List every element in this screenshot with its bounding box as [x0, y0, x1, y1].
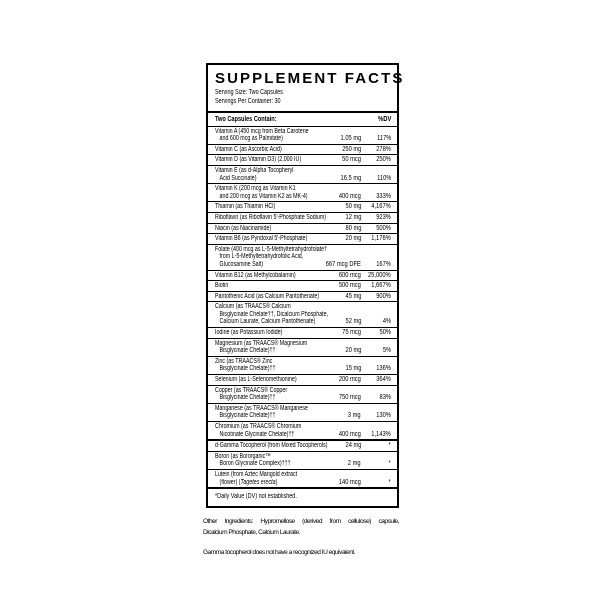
dv-value: 83%	[379, 394, 391, 402]
panel-title: SUPPLEMENT FACTS	[215, 70, 405, 87]
name-line: Manganese (as TRAACS® Manganese	[215, 404, 308, 412]
amount-value: 400 mcg	[338, 430, 361, 438]
name-line: Bisglycinate Chelate)††	[219, 412, 276, 420]
row-calcium	[208, 302, 397, 328]
name-line: Glucosamine Salt)	[219, 260, 264, 268]
name-line: Nicotinate Glycinate Chelate)††	[219, 430, 295, 438]
row-folate	[208, 245, 397, 271]
lutein-line2-prefix: (flower) (	[219, 478, 241, 486]
amount-value: 20 mg	[345, 347, 361, 355]
amount-value: 3 mg	[348, 412, 361, 420]
row-iodine	[208, 328, 397, 339]
serving-size-text: Serving Size: Two Capsules	[215, 89, 283, 96]
name-line: Folate (400 mcg as L-5-Methyltetrahydrofolate†	[215, 245, 328, 253]
row-chromium	[208, 422, 397, 441]
below-panel-text	[203, 516, 399, 557]
row-magnesium	[208, 339, 397, 357]
amount-value: 24 mg	[345, 442, 361, 450]
other-ingredients-line-2: Dicalcium Phosphate, Calcium Laurate.	[203, 529, 300, 537]
name-line: Copper (as TRAACS® Copper	[215, 386, 288, 394]
dv-value: 117%	[376, 135, 391, 143]
label-area	[203, 63, 405, 557]
other-ingredients	[203, 516, 399, 538]
gamma-tocopherol-note: Gamma tocopherol does not have a recognized IU equivalent.	[203, 549, 356, 557]
lutein-botanical-name: Tagetes erecta	[240, 478, 276, 486]
row-pantothenic-acid	[208, 292, 397, 303]
name-line: Magnesium (as TRAACS® Magnesium	[215, 339, 308, 347]
amount-value: 80 mg	[345, 224, 361, 232]
amount-value: 667 mcg DFE	[325, 260, 361, 268]
row-vitamin-d	[208, 155, 397, 166]
row-niacin	[208, 224, 397, 235]
name-line: Iodine (as Potassium Iodide)	[215, 329, 283, 337]
name-line: from L-5-Methyltetrahydrofolic Acid,	[219, 253, 304, 261]
amount-value: 250 mg	[341, 145, 361, 153]
amount-value: 16.5 mg	[340, 174, 361, 182]
amount-value: 750 mcg	[338, 394, 361, 402]
row-vitamin-b6	[208, 234, 397, 245]
row-vitamin-b12	[208, 271, 397, 282]
dv-value: 278%	[376, 145, 391, 153]
amount-value: 50 mcg	[342, 156, 361, 164]
amount-value: 600 mcg	[338, 271, 361, 279]
name-line: Acid Succinate)	[219, 174, 257, 182]
dv-value: 1,143%	[371, 430, 391, 438]
dv-value: 333%	[376, 192, 391, 200]
amount-value: 75 mcg	[342, 329, 361, 337]
dv-value: *	[388, 460, 391, 468]
name-line: Vitamin C (as Ascorbic Acid)	[215, 145, 282, 153]
name-line: Lutein (from Aztec Marigold extract	[215, 470, 298, 478]
row-vitamin-a	[208, 127, 397, 145]
lutein-line2-suffix: )	[275, 478, 278, 486]
dv-value: 136%	[376, 365, 391, 373]
name-line: Calcium Laurate, Calcium Pantothenate)	[219, 318, 316, 326]
serving-info	[208, 89, 397, 111]
row-zinc	[208, 357, 397, 375]
amount-value: 50 mg	[345, 203, 361, 211]
name-line: Zinc (as TRAACS® Zinc	[215, 357, 273, 365]
serving-size	[208, 89, 397, 98]
name-line: Biotin	[215, 282, 229, 290]
name-line: Bisglycinate Chelate)††	[219, 365, 276, 373]
other-ingredients-line-1: Other Ingredients: Hypromellose (derived from cellulose) capsule,	[203, 518, 399, 526]
name-line: Vitamin D (as Vitamin D3) (2,000 IU)	[215, 156, 302, 164]
name-line: Vitamin E (as d-Alpha Tocopheryl	[215, 166, 294, 174]
name-line: Thiamin (as Thiamin HCl)	[215, 203, 276, 211]
amount-value: 20 mg	[345, 235, 361, 243]
amount-value: 200 mcg	[338, 376, 361, 384]
name-line: d-Gamma Tocopherol (from Mixed Tocopherols)	[215, 442, 328, 450]
dv-value: 900%	[376, 292, 391, 300]
amount-value: 12 mg	[345, 213, 361, 221]
servings-per-container-text: Servings Per Container: 30	[215, 97, 281, 105]
row-boron	[208, 452, 397, 470]
name-line: Boron Glycinate Complex)†††	[219, 460, 291, 468]
column-header-row	[208, 111, 397, 127]
name-line: Bisglycinate Chelate)††	[219, 347, 276, 355]
dv-value: 110%	[376, 174, 391, 182]
dv-value: 923%	[376, 213, 391, 221]
servings-per-container	[208, 98, 397, 107]
amount-value: 45 mg	[345, 292, 361, 300]
amount-value: 2 mg	[348, 460, 361, 468]
row-selenium	[208, 375, 397, 386]
row-vitamin-e	[208, 166, 397, 184]
name-line: and 600 mcg as Palmitate)	[219, 135, 283, 143]
row-thiamin	[208, 202, 397, 213]
name-line	[215, 479, 286, 487]
dv-value: 1,176%	[371, 235, 391, 243]
name-line: Niacin (as Niacinamide)	[215, 224, 272, 232]
dv-value: 1,667%	[371, 282, 391, 290]
row-vitamin-c	[208, 145, 397, 156]
dv-value: 500%	[376, 224, 391, 232]
row-biotin	[208, 281, 397, 292]
row-lutein	[208, 470, 397, 489]
column-header-label: Two Capsules Contain:	[215, 114, 277, 124]
name-line: Vitamin K (200 mcg as Vitamin K1	[215, 185, 296, 193]
row-riboflavin	[208, 213, 397, 224]
dv-value: 167%	[376, 260, 391, 268]
amount-value: 1.05 mg	[340, 135, 361, 143]
dv-value: 4,167%	[371, 203, 391, 211]
amount-value: 140 mcg	[338, 478, 361, 486]
dv-value: 364%	[376, 376, 391, 384]
name-line: Bisglycinate Chelate)††	[219, 394, 276, 402]
dv-value: 130%	[376, 412, 391, 420]
dv-value: 4%	[382, 318, 391, 326]
name-line: Calcium (as TRAACS® Calcium	[215, 303, 291, 311]
row-manganese	[208, 404, 397, 422]
name-line: Selenium (as L-Selenomethionine)	[215, 376, 297, 384]
nutrient-table	[208, 127, 397, 490]
dv-value: 50%	[379, 329, 391, 337]
dv-value: *	[388, 478, 391, 486]
dv-value: 250%	[376, 156, 391, 164]
dv-value: 25,000%	[368, 271, 391, 279]
dv-footnote	[208, 489, 397, 506]
row-copper	[208, 386, 397, 404]
row-d-gamma-tocopherol	[208, 441, 397, 452]
name-line: and 200 mcg as Vitamin K2 as MK-4)	[219, 192, 308, 200]
dv-value: *	[388, 442, 391, 450]
name-line: Boron (as Bororganic™	[215, 452, 271, 460]
row-vitamin-k	[208, 184, 397, 202]
name-line: Riboflavin (as Riboflavin 5'-Phosphate Sodium)	[215, 213, 327, 221]
amount-value: 500 mcg	[338, 282, 361, 290]
name-line: Bisglycinate Chelate††, Dicalcium Phosphate,	[219, 310, 329, 318]
name-line: Vitamin B6 (as Pyridoxal 5'-Phosphate)	[215, 235, 308, 243]
amount-value: 400 mcg	[338, 192, 361, 200]
amount-value: 52 mg	[345, 318, 361, 326]
dv-footnote-text: *Daily Value (DV) not established.	[215, 493, 297, 501]
name-line: Vitamin B12 (as Methylcobalamin)	[215, 271, 296, 279]
amount-value: 15 mg	[345, 365, 361, 373]
name-line: Vitamin A (450 mcg from Beta Carotene	[215, 127, 309, 135]
dv-header-label: %DV	[377, 114, 391, 124]
name-line: Chromium (as TRAACS® Chromium	[215, 423, 302, 430]
supplement-facts-panel	[206, 63, 405, 508]
dv-value: 5%	[382, 347, 391, 355]
name-line: Pantothenic Acid (as Calcium Pantothenate)	[215, 292, 320, 300]
